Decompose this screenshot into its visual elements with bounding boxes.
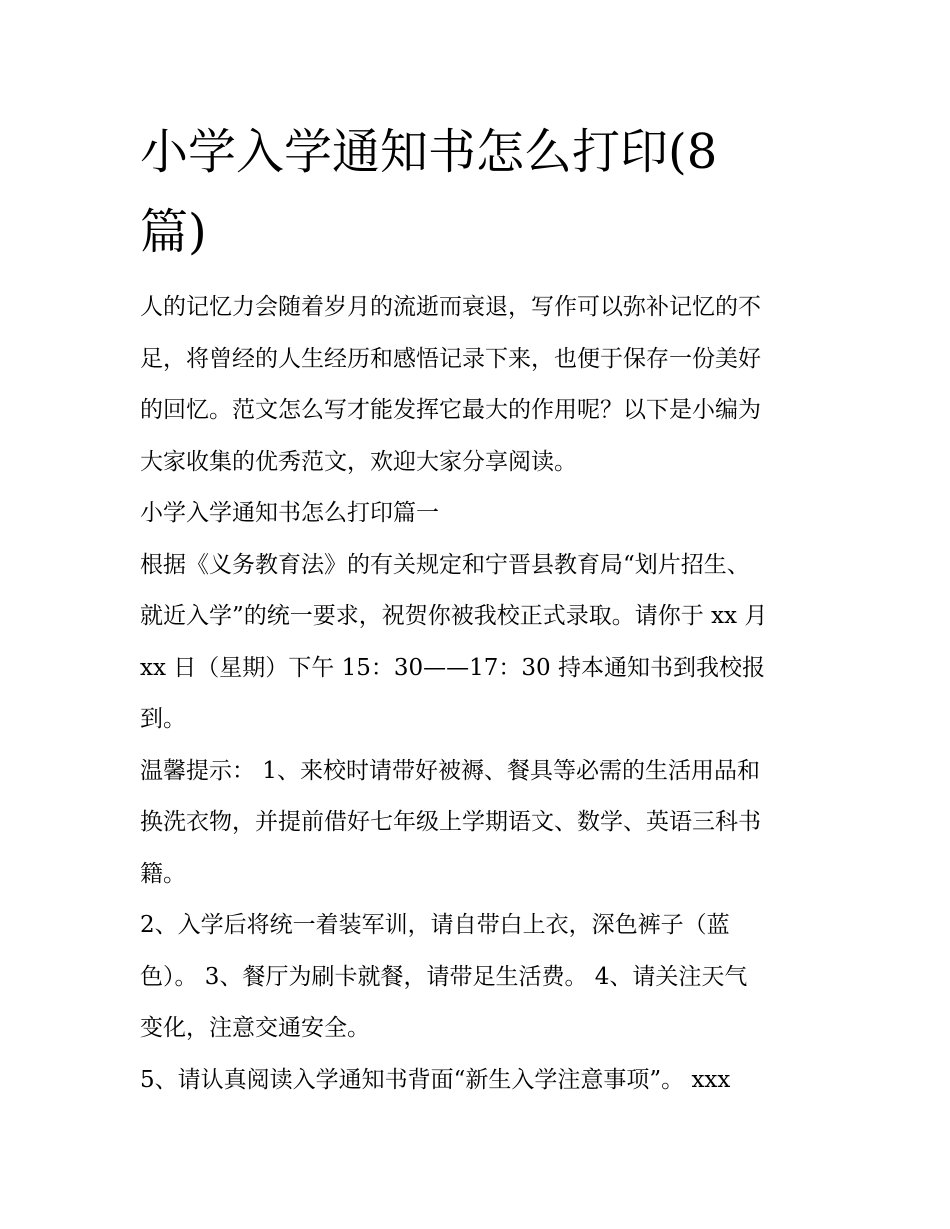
document-title (140, 112, 760, 272)
notice-line: xx 日（星期）下午 15：30——17：30 持本通知书到我校报 (140, 654, 765, 681)
tips-line: 籍。 (140, 860, 186, 887)
document-content (140, 112, 820, 1106)
title-line: 篇) (140, 204, 207, 260)
tips-line: 变化，注意交通安全。 (140, 1015, 370, 1041)
intro-line: 大家收集的优秀范文，欢迎大家分享阅读。 (140, 448, 577, 475)
intro-line: 的回忆。范文怎么写才能发挥它最大的作用呢？以下是小编为 (140, 397, 761, 423)
tips-line: 5、请认真阅读入学通知书背面“新生入学注意事项”。 xxx (140, 1066, 731, 1093)
document-body (140, 282, 820, 1106)
tips-line: 色）。 3、餐厅为刷卡就餐，请带足生活费。 4、请关注天气 (140, 963, 748, 990)
tips-line: 温馨提示： 1、来校时请带好被褥、餐具等必需的生活用品和 (140, 757, 760, 784)
notice-line: 就近入学”的统一要求，祝贺你被我校正式录取。请你于 xx 月 (140, 603, 768, 629)
intro-line: 足，将曾经的人生经历和感悟记录下来，也便于保存一份美好 (140, 345, 761, 372)
tips-line: 换洗衣物，并提前借好七年级上学期语文、数学、英语三科书 (140, 809, 761, 835)
section-heading: 小学入学通知书怎么打印篇一 (140, 500, 439, 526)
title-line: 小学入学通知书怎么打印(8 (140, 124, 718, 180)
notice-line: 根据《义务教育法》的有关规定和宁晋县教育局“划片招生、 (140, 551, 750, 578)
notice-line: 到。 (140, 706, 186, 732)
tips-line: 2、入学后将统一着装军训，请自带白上衣，深色裤子（蓝 (140, 912, 730, 938)
intro-line: 人的记忆力会随着岁月的流逝而衰退，写作可以弥补记忆的不 (140, 294, 761, 320)
